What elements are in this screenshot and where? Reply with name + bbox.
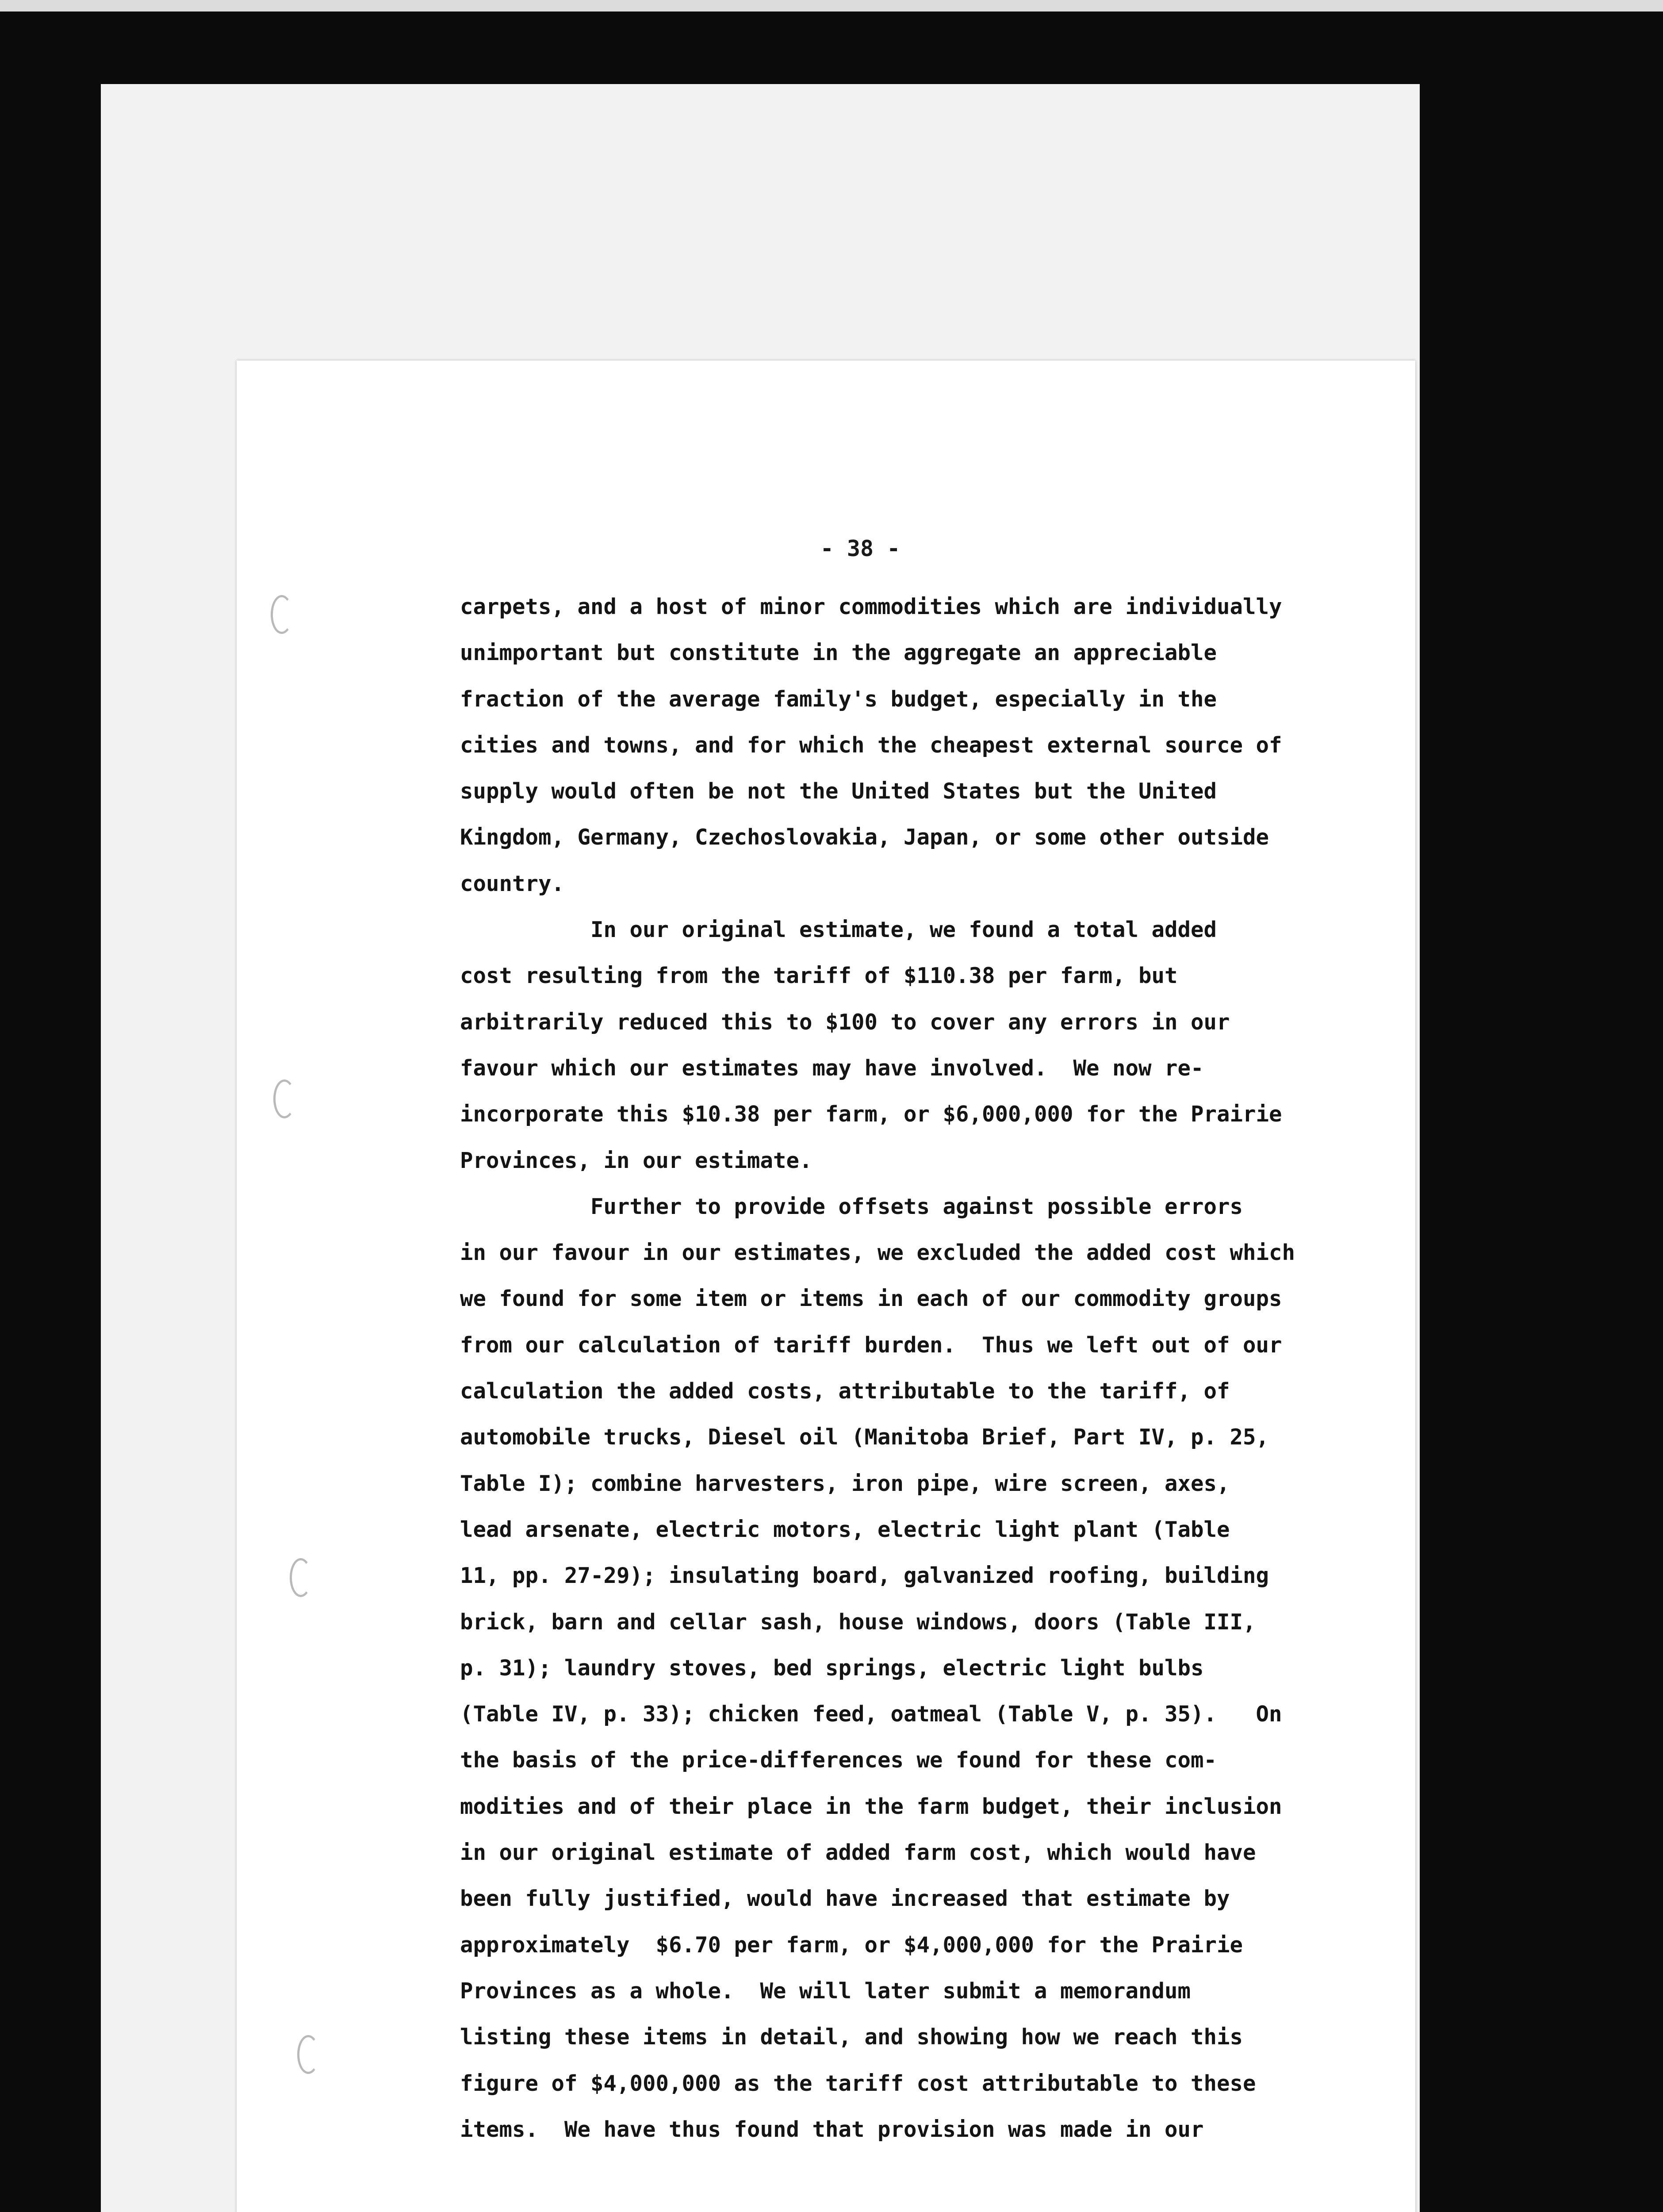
film-top-edge (0, 0, 1663, 12)
text-line: automobile trucks, Diesel oil (Manitoba Brief, Part IV, p. 25, (460, 1425, 1269, 1450)
text-line: approximately $6.70 per farm, or $4,000,000 for the Prairie (460, 1932, 1243, 1958)
text-line: items. We have thus found that provision was made in our (460, 2116, 1204, 2142)
text-line: lead arsenate, electric motors, electric light plant (Table (460, 1517, 1230, 1542)
text-line: in our original estimate of added farm cost, which would have (460, 1840, 1256, 1866)
text-line: In our original estimate, we found a total added (460, 917, 1217, 943)
text-line: arbitrarily reduced this to $100 to cover any errors in our (460, 1009, 1230, 1035)
body-text (460, 584, 1393, 2153)
text-line: Kingdom, Germany, Czechoslovakia, Japan, or some other outside (460, 825, 1269, 850)
text-line: brick, barn and cellar sash, house windows, doors (Table III, (460, 1609, 1256, 1635)
text-line: modities and of their place in the farm budget, their inclusion (460, 1793, 1282, 1819)
text-line: (Table IV, p. 33); chicken feed, oatmeal (Table V, p. 35). On (460, 1701, 1282, 1727)
punch-hole-2 (273, 1079, 295, 1118)
text-line: we found for some item or items in each of our commodity groups (460, 1286, 1282, 1312)
text-line: 11, pp. 27-29); insulating board, galvanized roofing, building (460, 1563, 1269, 1589)
text-line: the basis of the price-differences we found for these com- (460, 1747, 1217, 1773)
text-line: Further to provide offsets against possible errors (460, 1194, 1243, 1219)
punch-hole-4 (297, 2035, 319, 2074)
text-line: fraction of the average family's budget, especially in the (460, 686, 1217, 712)
text-line: Provinces, in our estimate. (460, 1148, 812, 1173)
text-line: p. 31); laundry stoves, bed springs, electric light bulbs (460, 1655, 1204, 1681)
text-line: carpets, and a host of minor commodities which are individually (460, 594, 1282, 619)
text-line: favour which our estimates may have involved. We now re- (460, 1055, 1204, 1081)
text-line: Provinces as a whole. We will later submit a memorandum (460, 1978, 1191, 2004)
page-number: - 38 - (820, 536, 900, 561)
text-line: been fully justified, would have increased that estimate by (460, 1886, 1230, 1912)
text-line: incorporate this $10.38 per farm, or $6,000,000 for the Prairie (460, 1102, 1282, 1127)
text-line: from our calculation of tariff burden. Thus we left out of our (460, 1332, 1282, 1358)
punch-hole-3 (290, 1558, 312, 1597)
text-line: supply would often be not the United States but the United (460, 779, 1217, 804)
text-line: cities and towns, and for which the cheapest external source of (460, 732, 1282, 758)
text-line: Table I); combine harvesters, iron pipe, wire screen, axes, (460, 1471, 1230, 1496)
text-line: in our favour in our estimates, we excluded the added cost which (460, 1240, 1295, 1266)
text-line: country. (460, 871, 565, 896)
text-line: calculation the added costs, attributable to the tariff, of (460, 1379, 1230, 1404)
document-page (237, 361, 1415, 2212)
text-line: unimportant but constitute in the aggregate an appreciable (460, 640, 1217, 666)
punch-hole-1 (271, 595, 293, 634)
text-line: listing these items in detail, and showing how we reach this (460, 2024, 1243, 2050)
text-line: cost resulting from the tariff of $110.38 per farm, but (460, 963, 1178, 989)
text-line: figure of $4,000,000 as the tariff cost attributable to these (460, 2070, 1256, 2096)
